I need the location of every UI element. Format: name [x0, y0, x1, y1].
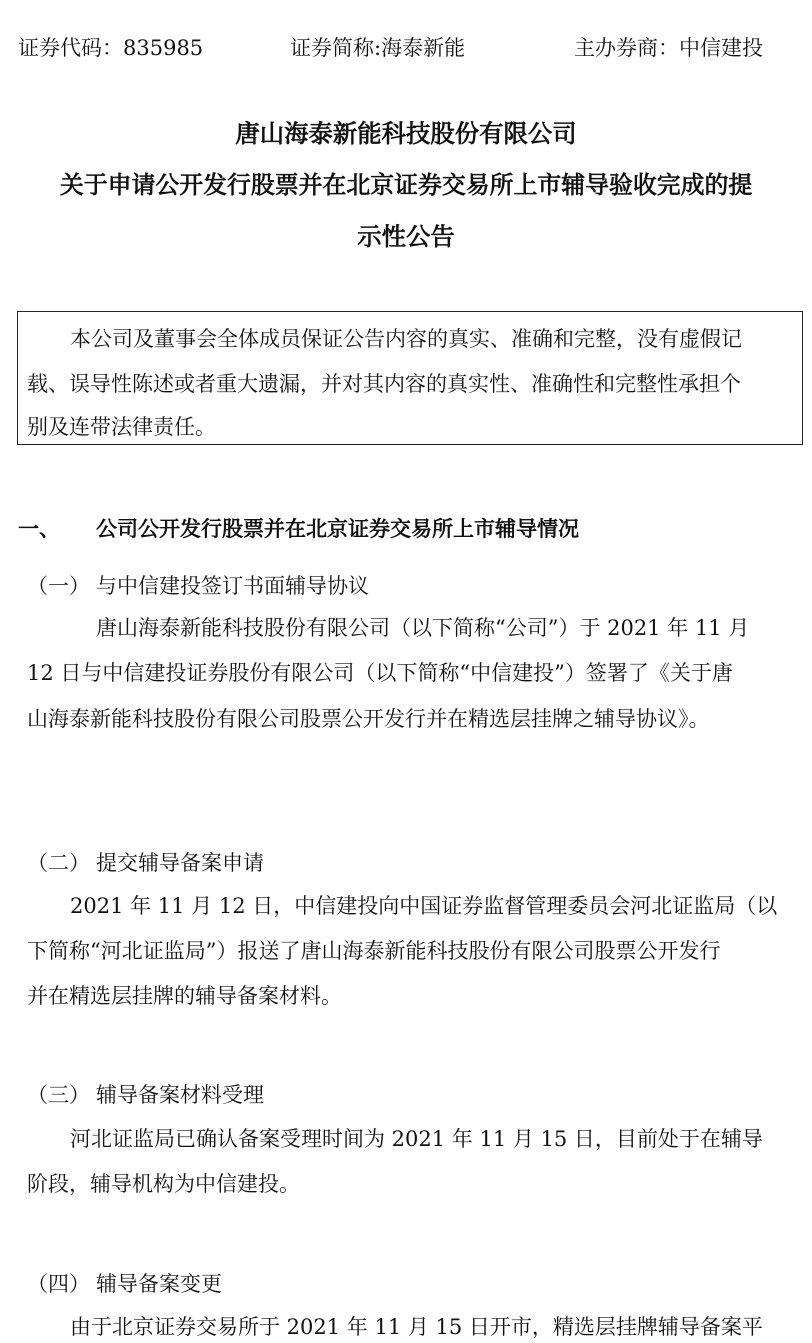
disclaimer-line-3: 别及连带法律责任。 — [27, 415, 216, 439]
company-title: 唐山海泰新能科技股份有限公司 — [235, 119, 577, 148]
sub2-heading: 提交辅导备案申请 — [96, 851, 264, 875]
security-short-name: 证券简称:海泰新能 — [290, 36, 466, 60]
security-code: 证券代码：835985 — [18, 36, 204, 60]
disclaimer-line-2: 载、误导性陈述或者重大遗漏，并对其内容的真实性、准确性和完整性承担个 — [27, 372, 741, 396]
disclaimer-line-1: 本公司及董事会全体成员保证公告内容的真实、准确和完整，没有虚假记 — [70, 327, 742, 351]
announcement-title-line2: 示性公告 — [357, 222, 455, 251]
section-heading: 公司公开发行股票并在北京证券交易所上市辅导情况 — [96, 517, 579, 541]
sub1-line-1: 唐山海泰新能科技股份有限公司（以下简称“公司”）于 2021 年 11 月 — [96, 616, 750, 640]
sub3-number: （三） — [27, 1083, 90, 1107]
announcement-title-line1: 关于申请公开发行股票并在北京证券交易所上市辅导验收完成的提 — [59, 171, 753, 199]
sub4-number: （四） — [27, 1272, 90, 1296]
sub1-line-3: 山海泰新能科技股份有限公司股票公开发行并在精选层挂牌之辅导协议》。 — [27, 707, 710, 731]
sub1-number: （一） — [27, 574, 90, 598]
sub3-heading: 辅导备案材料受理 — [96, 1083, 264, 1107]
sub2-line-3: 并在精选层挂牌的辅导备案材料。 — [27, 984, 342, 1008]
section-number: 一、 — [18, 517, 60, 541]
sub4-line-1: 由于北京证券交易所于 2021 年 11 月 15 日开市，精选层挂牌辅导备案平 — [70, 1315, 763, 1339]
sub3-line-2: 阶段，辅导机构为中信建投。 — [27, 1172, 300, 1196]
sub3-line-1: 河北证监局已确认备案受理时间为 2021 年 11 月 15 日，目前处于在辅导 — [70, 1127, 763, 1151]
sub2-number: （二） — [27, 851, 90, 875]
sub1-heading: 与中信建投签订书面辅导协议 — [96, 574, 369, 598]
sub2-line-2: 下简称“河北证监局”）报送了唐山海泰新能科技股份有限公司股票公开发行 — [27, 939, 721, 963]
sub4-heading: 辅导备案变更 — [96, 1272, 222, 1296]
sub2-line-1: 2021 年 11 月 12 日，中信建投向中国证券监督管理委员会河北证监局（以 — [70, 894, 778, 918]
sponsor-broker: 主办券商：中信建投 — [574, 36, 763, 60]
sub1-line-2: 12 日与中信建投证券股份有限公司（以下简称“中信建投”）签署了《关于唐 — [27, 661, 733, 685]
